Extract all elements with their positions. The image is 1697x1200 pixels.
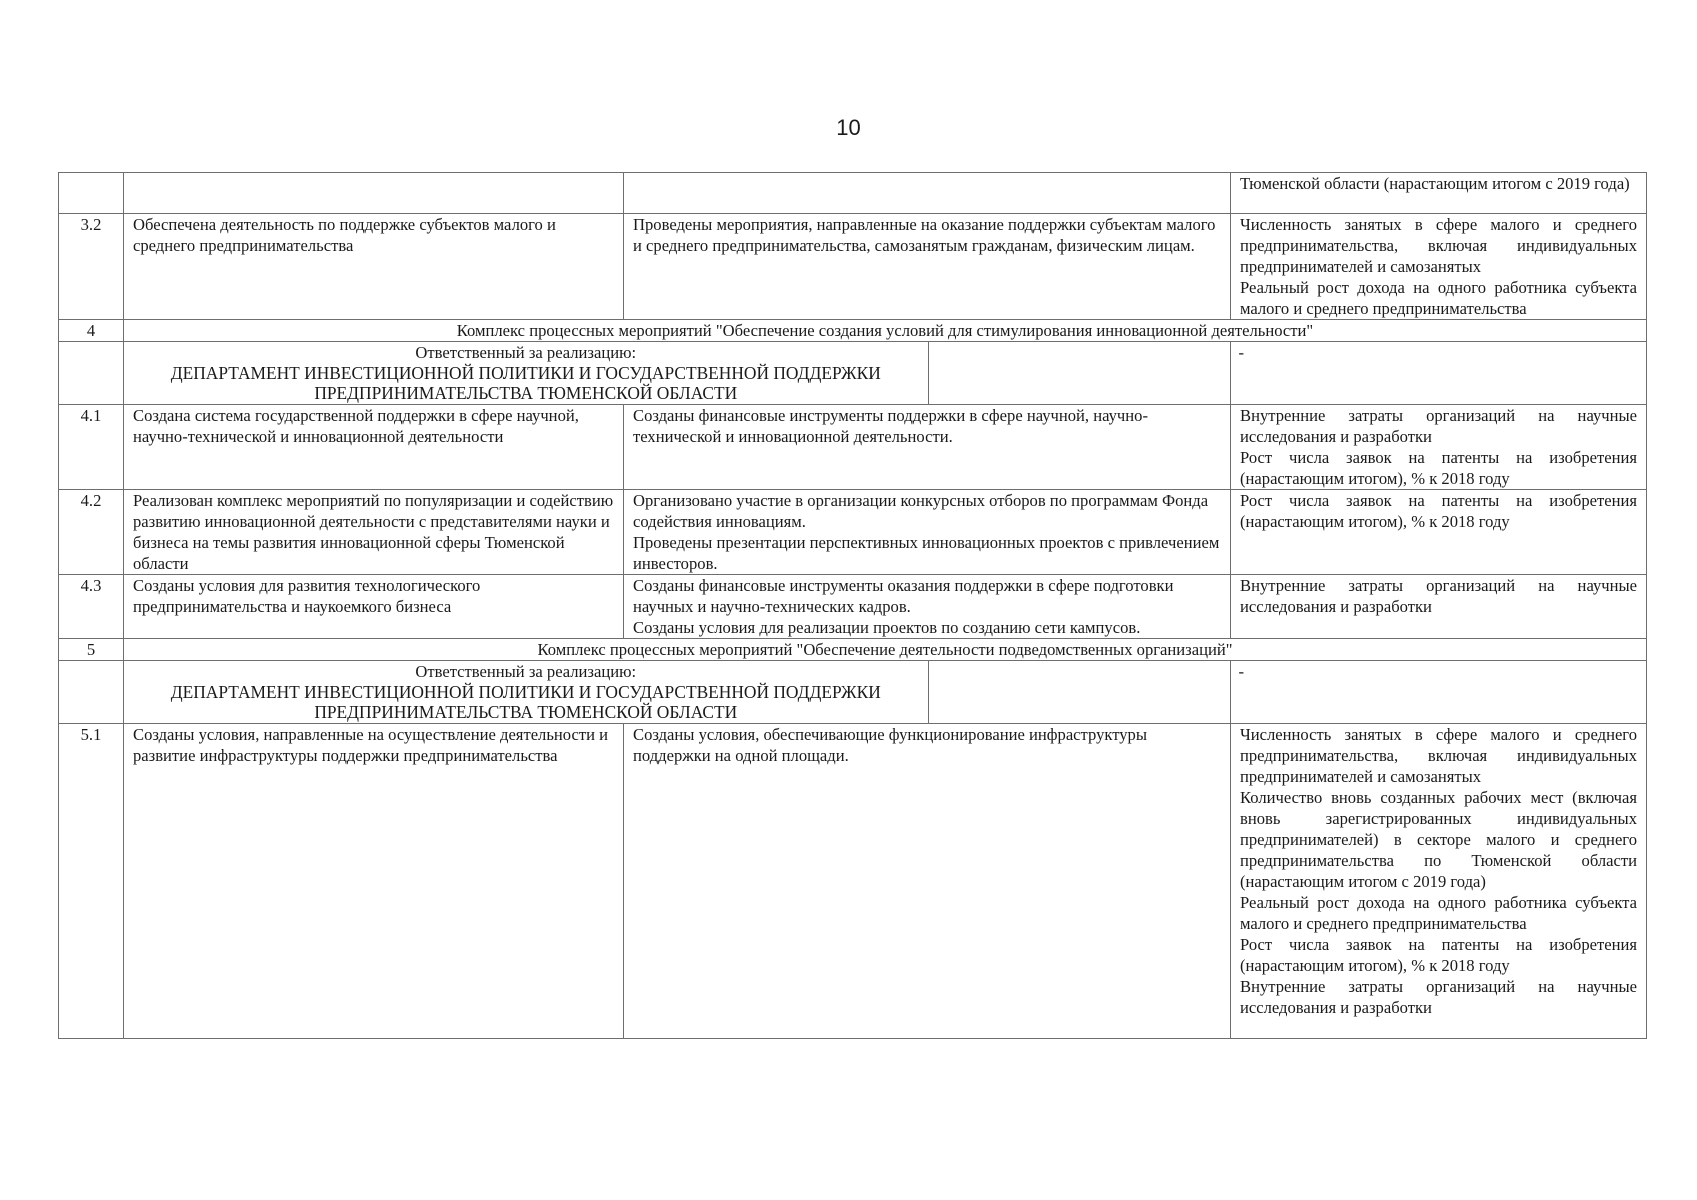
empty-cell [59, 342, 124, 405]
indicators-cell [1231, 490, 1647, 575]
responsible-row [59, 342, 1647, 405]
indicator-text: Реальный рост дохода на одного работника субъекта малого и среднего предпринимательства [1240, 278, 1637, 318]
indicators-cell [1231, 173, 1647, 214]
page-number: 10 [836, 115, 861, 140]
indicator-text: Рост числа заявок на патенты на изобретения (нарастающим итогом), % к 2018 году [1240, 491, 1637, 531]
result-cell: Созданы условия, направленные на осуществление деятельности и развитие инфраструктуры поддержки предпринимательства [124, 724, 624, 1039]
result-cell: Обеспечена деятельность по поддержке субъектов малого и среднего предпринимательства [124, 214, 624, 320]
row-number: 5.1 [59, 724, 124, 1039]
complex-header-row [59, 639, 1647, 661]
indicator-text: Рост числа заявок на патенты на изобретения (нарастающим итогом), % к 2018 году [1240, 448, 1637, 488]
row-number: 4.2 [59, 490, 124, 575]
indicator-text: Внутренние затраты организаций на научные исследования и разработки [1240, 576, 1637, 616]
responsible-wrapper [124, 661, 1245, 724]
indicator-text: Количество вновь созданных рабочих мест (включая вновь зарегистрированных индивидуальных предпринимателей) в секторе малого и среднего предпринимательства по Тюменской области (нарастающим итогом с 2019 года) [1240, 788, 1637, 891]
indicator-text: Внутренние затраты организаций на научные исследования и разработки [1240, 977, 1637, 1017]
dash-cell [928, 342, 1245, 404]
measure-text: Проведены презентации перспективных инновационных проектов с привлечением инвесторов. [633, 533, 1220, 573]
measure-text: Созданы условия, обеспечивающие функционирование инфраструктуры поддержки на одной площади. [633, 725, 1147, 765]
complex-title: Комплекс процессных мероприятий "Обеспечение деятельности подведомственных организаций" [124, 639, 1647, 661]
indicator-text: Реальный рост дохода на одного работника субъекта малого и среднего предпринимательства [1240, 893, 1637, 933]
department-name: ДЕПАРТАМЕНТ ИНВЕСТИЦИОННОЙ ПОЛИТИКИ И ГОСУДАРСТВЕННОЙ ПОДДЕРЖКИ ПРЕДПРИНИМАТЕЛЬСТВА ТЮМЕНСКОЙ ОБЛАСТИ [170, 363, 881, 403]
row-number: 4.3 [59, 575, 124, 639]
table-row [59, 724, 1647, 1039]
measures-cell [624, 575, 1231, 639]
result-cell: Реализован комплекс мероприятий по популяризации и содействию развитию инновационной деятельности с представителями науки и бизнеса на темы развития инновационной сферы Тюменской области [124, 490, 624, 575]
indicators-cell [1231, 214, 1647, 320]
measure-text: Организовано участие в организации конкурсных отборов по программам Фонда содействия инновациям. [633, 491, 1209, 531]
measures-table [58, 172, 1647, 1039]
empty-cell [59, 661, 124, 724]
table-row [59, 405, 1647, 490]
row-number: 4.1 [59, 405, 124, 490]
empty-cell [1231, 661, 1647, 724]
measure-text: Созданы финансовые инструменты оказания поддержки в сфере подготовки научных и научно-технических кадров. [633, 576, 1174, 616]
indicator-text: Рост числа заявок на патенты на изобретения (нарастающим итогом), % к 2018 году [1240, 935, 1637, 975]
responsible-wrapper [124, 342, 1245, 405]
table-row [59, 575, 1647, 639]
indicator-text: Тюменской области (нарастающим итогом с 2019 года) [1240, 174, 1630, 193]
measure-text: Созданы условия для реализации проектов по созданию сети кампусов. [633, 618, 1141, 637]
table-row [59, 173, 1647, 214]
row-number: 3.2 [59, 214, 124, 320]
empty-cell [1231, 342, 1647, 405]
responsible-cell [124, 342, 928, 404]
responsible-row [59, 661, 1647, 724]
indicator-text: Внутренние затраты организаций на научные исследования и разработки [1240, 406, 1637, 446]
row-number [59, 173, 124, 214]
measures-cell: Проведены мероприятия, направленные на оказание поддержки субъектам малого и среднего предпринимательства, самозанятым гражданам, физическим лицам. [624, 214, 1231, 320]
complex-number: 4 [59, 320, 124, 342]
indicators-cell [1231, 405, 1647, 490]
table-row [59, 214, 1647, 320]
measures-cell [624, 405, 1231, 490]
indicator-text: Численность занятых в сфере малого и среднего предпринимательства, включая индивидуальных предпринимателей и самозанятых [1240, 215, 1637, 276]
result-cell: Созданы условия для развития технологического предпринимательства и наукоемкого бизнеса [124, 575, 624, 639]
department-name: ДЕПАРТАМЕНТ ИНВЕСТИЦИОННОЙ ПОЛИТИКИ И ГОСУДАРСТВЕННОЙ ПОДДЕРЖКИ ПРЕДПРИНИМАТЕЛЬСТВА ТЮМЕНСКОЙ ОБЛАСТИ [170, 682, 881, 722]
complex-number: 5 [59, 639, 124, 661]
complex-header-row [59, 320, 1647, 342]
responsible-label: Ответственный за реализацию: [415, 343, 637, 362]
responsible-subtable [124, 661, 1245, 723]
result-cell [124, 173, 624, 214]
measures-cell [624, 173, 1231, 214]
measures-cell [624, 490, 1231, 575]
indicator-text: Численность занятых в сфере малого и среднего предпринимательства, включая индивидуальных предпринимателей и самозанятых [1240, 725, 1637, 786]
measures-cell [624, 724, 1231, 1039]
responsible-subtable [124, 342, 1245, 404]
indicators-cell [1231, 575, 1647, 639]
responsible-label: Ответственный за реализацию: [415, 662, 637, 681]
dash-cell [928, 661, 1245, 723]
responsible-cell [124, 661, 928, 723]
result-cell: Создана система государственной поддержки в сфере научной, научно-технической и инновационной деятельности [124, 405, 624, 490]
table-row [59, 490, 1647, 575]
complex-title: Комплекс процессных мероприятий "Обеспечение создания условий для стимулирования инновационной деятельности" [124, 320, 1647, 342]
measure-text: Созданы финансовые инструменты поддержки в сфере научной, научно-технической и инновационной деятельности. [633, 406, 1148, 446]
indicators-cell [1231, 724, 1647, 1039]
dash-text: - [1238, 343, 1245, 362]
dash-text: - [1238, 662, 1245, 681]
